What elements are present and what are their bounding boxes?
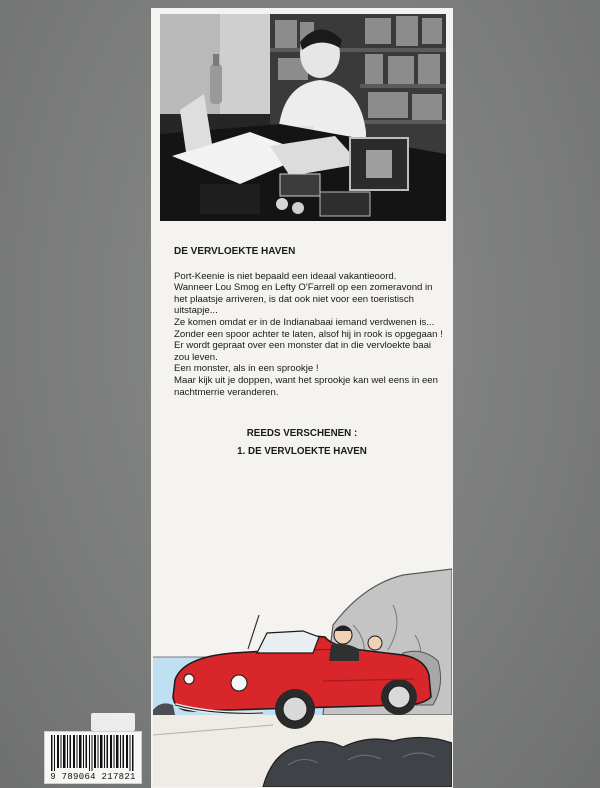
published-title-item: 1. DE VERVLOEKTE HAVEN: [237, 446, 367, 457]
barcode-bars: [45, 732, 141, 772]
synopsis-paragraph: Er wordt gepraat over een monster dat in die vervloekte baai zou leven.: [174, 340, 432, 363]
synopsis-block: [174, 246, 444, 398]
author-photo-drawing: [160, 14, 446, 221]
synopsis-paragraph: Een monster, als in een sprookje !: [174, 363, 319, 375]
synopsis-paragraph: Maar kijk uit je doppen, want het sprookje kan wel eens in een nachtmerrie veranderen.: [174, 374, 438, 398]
isbn-number: 9 789064 217821: [50, 772, 136, 782]
price-sticker: [91, 713, 135, 731]
convertible-car-drawing: [153, 565, 452, 787]
synopsis-paragraph: Port-Keenie is niet bepaald een ideaal vakantieoord.: [174, 270, 397, 282]
book-title: DE VERVLOEKTE HAVEN: [174, 246, 296, 257]
barcode: [44, 731, 142, 784]
car-illustration: [153, 565, 452, 787]
reeds-verschenen-heading: REEDS VERSCHENEN :: [246, 428, 358, 439]
synopsis-paragraph: Ze komen omdat er in de Indianabaai iemand verdwenen is... Zonder een spoor achter te laten, alsof hij in rook is opgegaan !: [174, 316, 443, 340]
author-photo: [160, 14, 446, 221]
synopsis-paragraph: Wanneer Lou Smog en Lefty O'Farrell op een zomeravond in het plaatsje arriveren, is dat ook niet voor een toeristisch uitstapje...: [174, 282, 433, 317]
